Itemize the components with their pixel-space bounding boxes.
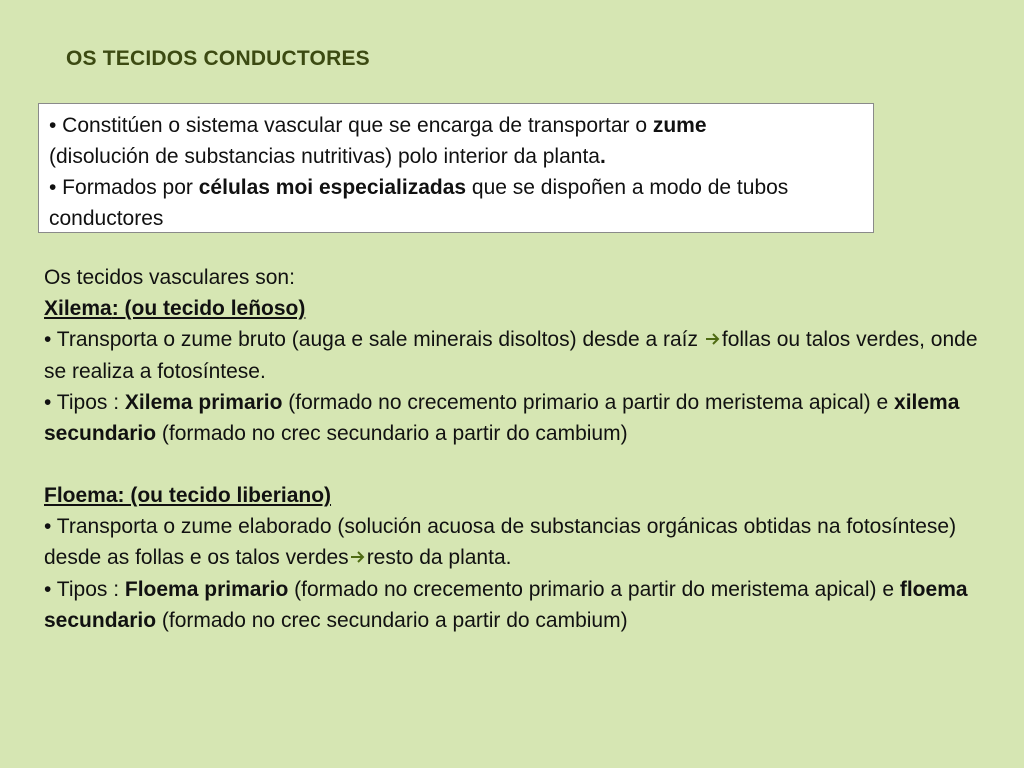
body-text: • Transporta o zume bruto (auga e sale minerais disoltos) desde a raíz [44, 328, 704, 351]
summary-text: (disolución de substancias nutritivas) polo interior da planta [49, 145, 600, 168]
summary-text: • Constitúen o sistema vascular que se encarga de transportar o [49, 114, 653, 137]
xilema-heading [44, 293, 1004, 324]
summary-text: que se dispoñen a modo de tubos conductores [49, 176, 789, 230]
body-text: (formado no crec secundario a partir do cambium) [156, 421, 628, 445]
body-text: (formado no crecemento primario a partir do meristema apical) e [282, 390, 895, 414]
right-arrow-icon [705, 325, 721, 356]
keyword-zume: zume [652, 114, 707, 137]
xilema-subtitle: : (ou tecido leñoso) [111, 297, 306, 320]
keyword: Xilema primario [124, 390, 283, 414]
summary-point-1 [49, 110, 863, 172]
keyword: floema secundario [44, 577, 968, 632]
intro-line: Os tecidos vasculares son: [44, 266, 295, 289]
right-arrow-icon [350, 543, 366, 574]
keyword: Floema primario [124, 577, 289, 601]
floema-heading [44, 480, 1004, 511]
floema-point-1 [44, 511, 1004, 574]
xilema-point-2 [44, 387, 1004, 449]
body-text: (formado no crec secundario a partir do cambium) [156, 608, 628, 632]
summary-point-2 [49, 172, 863, 234]
summary-text: • Formados por [49, 176, 199, 199]
xilema-point-1 [44, 324, 1004, 387]
floema-term: Floema [44, 483, 118, 507]
page-title: OS TECIDOS CONDUCTORES [66, 47, 370, 70]
summary-box [38, 103, 874, 233]
floema-subtitle: : (ou tecido liberiano) [117, 483, 332, 507]
floema-point-2 [44, 574, 1004, 636]
body-text: follas ou talos verdes, onde se realiza a fotosíntese. [44, 328, 978, 383]
xilema-term: Xilema [44, 297, 112, 320]
main-content [44, 262, 1004, 636]
body-text: (formado no crecemento primario a partir do meristema apical) e [288, 577, 900, 601]
body-text: • Tipos : [44, 390, 125, 414]
body-text: • Tipos : [44, 577, 125, 601]
period: . [599, 145, 606, 168]
body-text: • Transporta o zume elaborado (solución acuosa de substancias orgánicas obtidas na fotosíntese) desde as follas e os talos verdes [44, 514, 957, 569]
keyword-cells: células moi especializadas [198, 176, 467, 199]
keyword: xilema secundario [44, 390, 960, 445]
body-text: resto da planta. [366, 545, 512, 569]
